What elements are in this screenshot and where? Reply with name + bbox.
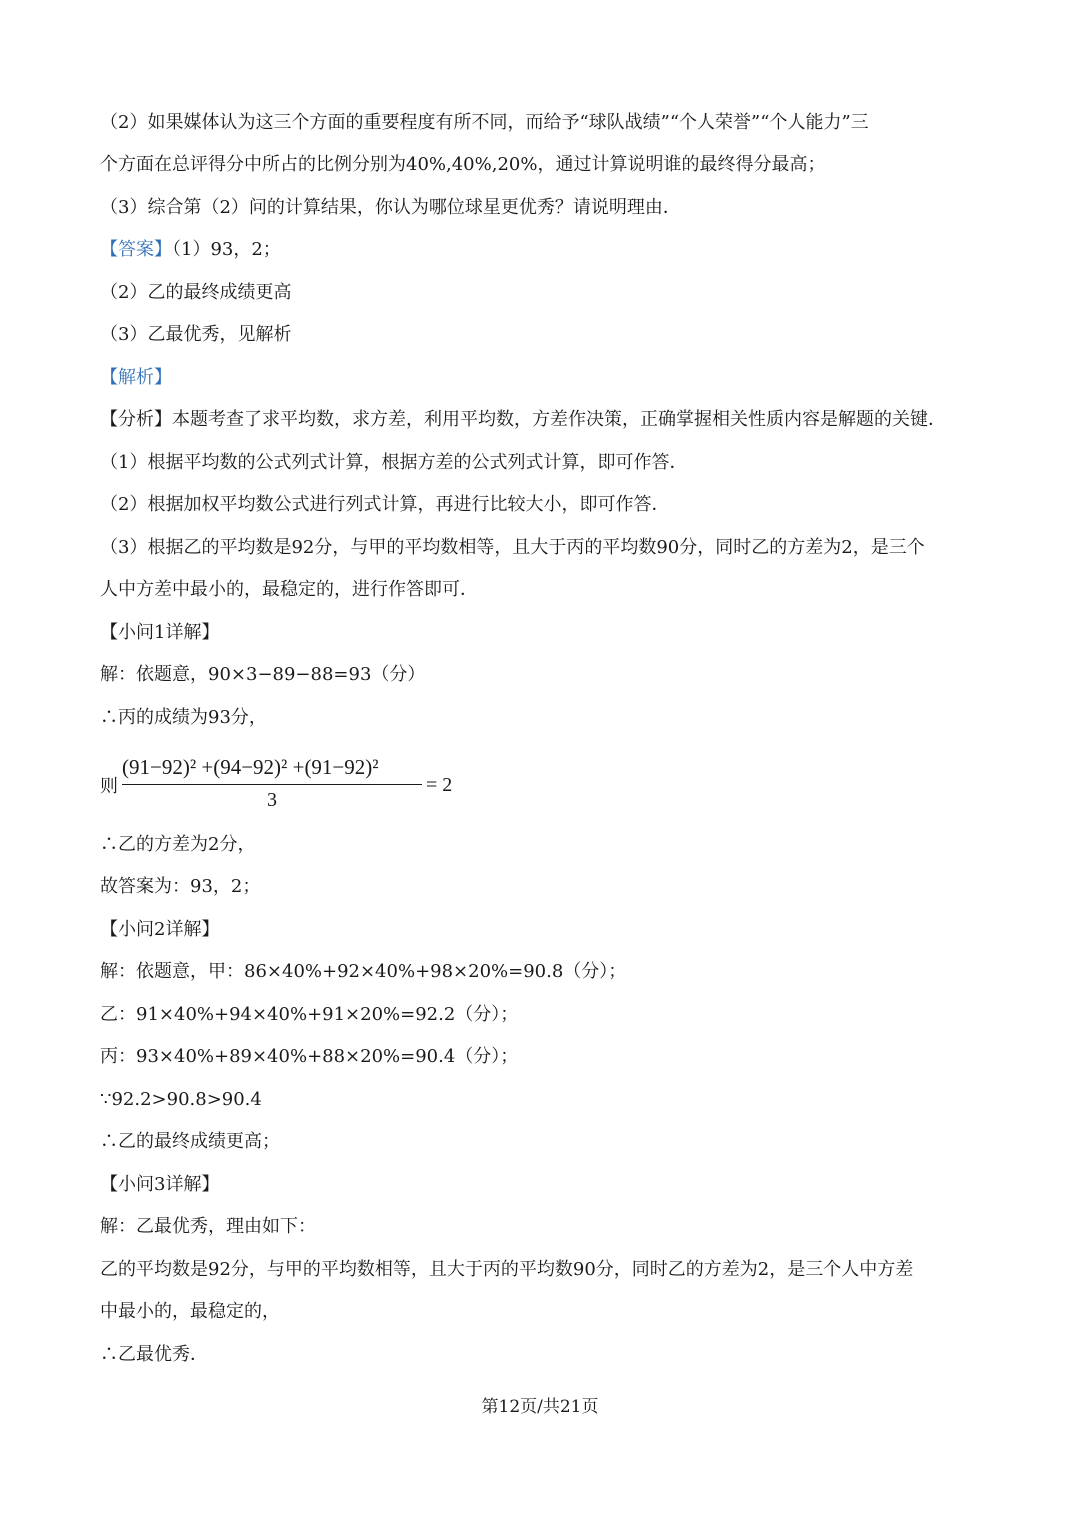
formula-result: = 2 [426, 774, 453, 796]
q1-line-2: ∴丙的成绩为93分， [100, 707, 267, 728]
answer-part-2: （2）乙的最终成绩更高 [100, 282, 292, 303]
q1-heading: 【小问1详解】 [100, 622, 220, 643]
variance-fraction [122, 752, 422, 813]
q2-line-5: ∴乙的最终成绩更高； [100, 1131, 280, 1152]
page-footer: 第12页/共21页 [481, 1397, 599, 1417]
q1-line-3: ∴乙的方差为2分， [100, 834, 256, 855]
analysis-label: 【解析】 [100, 367, 172, 388]
analysis-p1: （1）根据平均数的公式列式计算，根据方差的公式列式计算，即可作答． [100, 452, 688, 473]
q2-line-3: 丙：93×40%+89×40%+88×20%=90.4（分）； [100, 1046, 519, 1067]
fraction-numerator: (91−92)² +(94−92)² +(91−92)² [122, 755, 379, 779]
answer-part-3: （3）乙最优秀，见解析 [100, 324, 292, 345]
answer-part-1: （1）93，2； [172, 239, 281, 260]
q3-line-2: 乙的平均数是92分，与甲的平均数相等，且大于丙的平均数90分，同时乙的方差为2，是三个人中方差 [100, 1259, 914, 1280]
question-line-2: 个方面在总评得分中所占的比例分别为40%,40%,20%，通过计算说明谁的最终得分最高； [100, 154, 826, 175]
fraction-denominator: 3 [267, 789, 277, 811]
answer-line-1 [100, 238, 980, 262]
q1-line-1: 解：依题意，90×3−89−88=93（分） [100, 664, 426, 685]
analysis-p3a: （3）根据乙的平均数是92分，与甲的平均数相等，且大于丙的平均数90分，同时乙的方差为2，是三个 [100, 537, 925, 558]
analysis-p2: （2）根据加权平均数公式进行列式计算，再进行比较大小，即可作答． [100, 494, 670, 515]
q2-line-2: 乙：91×40%+94×40%+91×20%=92.2（分）； [100, 1004, 519, 1025]
q2-line-4: ∵92.2>90.8>90.4 [100, 1089, 262, 1110]
q1-line-4: 故答案为：93，2； [100, 876, 261, 897]
q3-line-3: 中最小的，最稳定的， [100, 1301, 280, 1322]
formula-prefix: 则 [100, 776, 118, 797]
analysis-p3b: 人中方差中最小的，最稳定的，进行作答即可． [100, 579, 478, 600]
q3-heading: 【小问3详解】 [100, 1174, 220, 1195]
analysis-intro: 【分析】本题考查了求平均数，求方差，利用平均数，方差作决策，正确掌握相关性质内容是解题的关键． [100, 409, 946, 430]
q2-heading: 【小问2详解】 [100, 919, 220, 940]
q3-line-4: ∴乙最优秀． [100, 1344, 208, 1365]
fraction-bar [122, 784, 422, 785]
answer-label: 【答案】 [100, 239, 172, 260]
question-line-1: （2）如果媒体认为这三个方面的重要程度有所不同，而给予“球队战绩”“个人荣誉”“个人能力”三 [100, 112, 869, 133]
question-line-3: （3）综合第（2）问的计算结果，你认为哪位球星更优秀？请说明理由． [100, 197, 681, 218]
q3-line-1: 解：乙最优秀，理由如下： [100, 1216, 316, 1237]
q2-line-1: 解：依题意，甲：86×40%+92×40%+98×20%=90.8（分）； [100, 961, 627, 982]
